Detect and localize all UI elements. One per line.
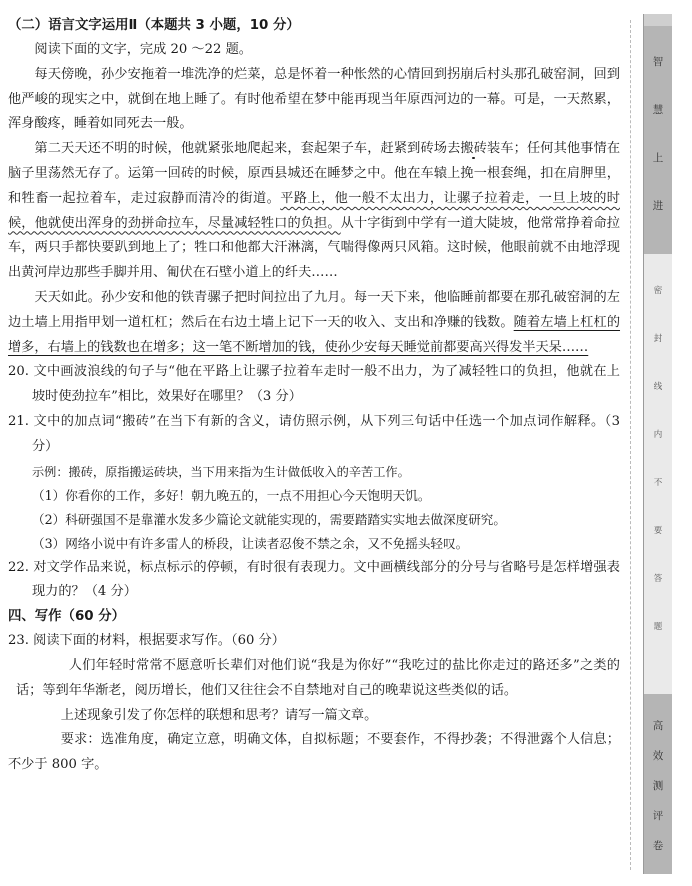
passage-paragraph-3 (8, 286, 620, 360)
sidebar-char: 智 (652, 56, 664, 68)
question-21-sentence-2: （2）科研强国不是靠灌水发多少篇论文就能实现的，需要踏踏实实地去做深度研究。 (32, 511, 506, 527)
sidebar-char: 要 (653, 526, 663, 536)
binding-sidebar (643, 14, 672, 874)
writing-prompt: 上述现象引发了你怎样的联想和思考？请写一篇文章。 (60, 707, 378, 723)
passage-paragraph-1: 每天傍晚，孙少安拖着一堆洗净的烂菜，总是怀着一种怅然的心情回到拐崩后村头那孔破窑洞，回到他严峻的现实之中，就倒在地上睡了。有时他希望在梦中能再现当年原西河边的一幕。可是，一天熬累，浑身酸疼，睡着如同死去一般。 (8, 66, 620, 132)
sidebar-char: 高 (652, 720, 664, 732)
passage-p2-part-b: 装车；任何其他事情在脑子里荡然无存了。运第一回砖的时候，原西县城还在睡梦之中。他在车辕上挽一根套绳，扣在肩胛里，和牲畜一起拉着车，走过寂静而清冷的街道。 (8, 141, 621, 206)
sidebar-char: 效 (652, 750, 664, 762)
sidebar-char: 封 (653, 334, 663, 344)
section4-heading: 四、写作（60 分） (8, 609, 126, 625)
question-21: 21. 文中的加点词“搬砖”在当下有新的含义，请仿照示例，从下列三句话中任选一个加点词作解释。（3 分） (8, 413, 620, 454)
sidebar-char: 线 (653, 382, 663, 392)
section2-intro: 阅读下面的文字，完成 20 ～22 题。 (34, 42, 252, 57)
sidebar-char: 密 (653, 286, 663, 296)
question-22: 22. 对文学作品来说，标点标示的停顿，有时很有表现力。文中画横线部分的分号与省略号是怎样增强表现力的？（4 分） (8, 559, 620, 600)
sidebar-char: 内 (653, 430, 663, 440)
underlined-sentence: 随着左墙上杠杠的增多，右墙上的钱数也在增多；这一笔不断增加的钱，使孙少安每天睡觉前都要高兴得发半天呆…… (8, 314, 621, 355)
passage-p3-part-a: 天天如此。孙少安和他的铁青骡子把时间拉出了九月。每一天下来，他临睡前都要在那孔破窑洞的左边土墙上用指甲划一道杠杠；然后在右边土墙上记下一天的收入、支出和净赚的钱数。 (8, 289, 620, 330)
question-21-sentence-3: （3）网络小说中有许多雷人的桥段，让读者忍俊不禁之余，又不免摇头轻叹。 (32, 535, 469, 551)
question-23: 23. 阅读下面的材料，根据要求写作。（60 分） (8, 633, 285, 649)
sidebar-char: 测 (652, 780, 664, 792)
writing-requirements: 要求：选准角度，确定立意，明确文体，自拟标题；不要套作，不得抄袭；不得泄露个人信息；不少于 800 字。 (8, 732, 620, 773)
passage-p2-part-c: 从十字街到中学有一道大陡坡，他常常挣着命拉车，两只手都快要趴到地上了；牲口和他都大汗淋漓，气喘得像两只风箱。这时候，他眼前就不由地浮现出黄河岸边那些手脚并用、匍伏在石壁小道上的纤夫…… (8, 215, 620, 281)
question-20: 20. 文中画波浪线的句子与“他在平路上让骡子拉着车走时一般不出力，为了减轻牲口的负担，他就在上坡时使劲拉车”相比，效果好在哪里？（3 分） (8, 364, 620, 405)
binding-dashed-line (630, 20, 631, 870)
writing-material: 人们年轻时常常不愿意听长辈们对他们说“我是为你好”“我吃过的盐比你走过的路还多”之类的话；等到年华渐老，阅历增长，他们又往往会不自禁地对自己的晚辈说这些类似的话。 (16, 657, 620, 698)
sidebar-char: 上 (652, 152, 664, 164)
sidebar-char: 不 (653, 478, 663, 488)
question-21-example: 示例：搬砖，原指搬运砖块，当下用来指为生计做低收入的辛苦工作。 (32, 464, 410, 479)
exam-page (8, 14, 620, 778)
sidebar-char: 评 (652, 810, 664, 822)
sidebar-char: 题 (653, 622, 663, 632)
sidebar-char: 答 (653, 574, 663, 584)
sidebar-char: 卷 (652, 840, 664, 852)
passage-p2-part-a: 第二天天还不明的时候，他就紧张地爬起来，套起架子车，赶紧到砖场去 (34, 141, 461, 157)
question-21-sentence-1: （1）你看你的工作，多好！朝九晚五的，一点不用担心今天饱明天饥。 (32, 487, 431, 503)
sidebar-char: 慧 (652, 104, 664, 116)
dotted-word-banzhuan: 搬砖 (460, 141, 488, 157)
passage-paragraph-2 (8, 137, 620, 286)
section2-heading: （二）语言文字运用Ⅱ（本题共 3 小题，10 分） (8, 18, 300, 33)
wavy-underlined-sentence: 平路上，他一般不太出力，让骡子拉着走，一旦上坡的时候，他就使出浑身的劲拼命拉车，尽量减轻牲口的负担。 (8, 190, 620, 231)
sidebar-char: 进 (652, 200, 664, 212)
